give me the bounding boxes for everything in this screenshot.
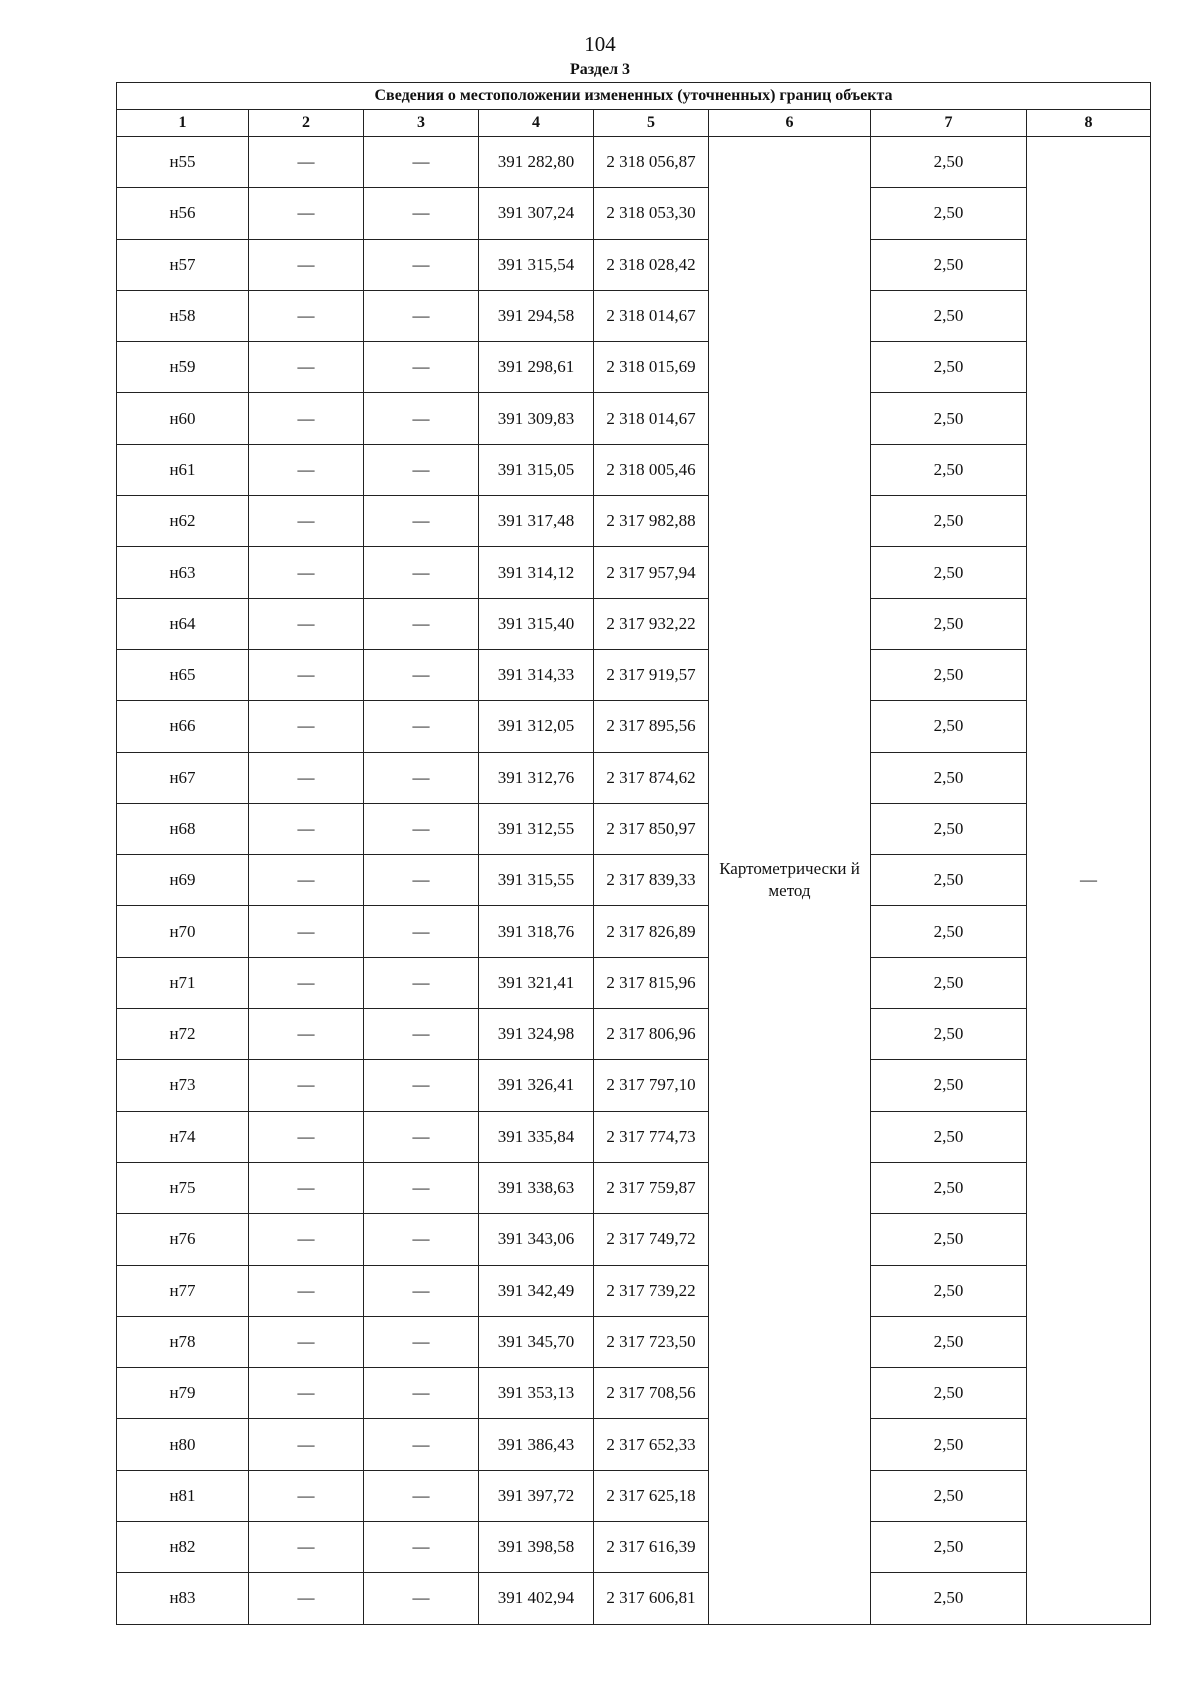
column-2-cell: — [249,803,364,854]
accuracy-cell: 2,50 [871,1162,1027,1213]
y-coordinate-cell: 2 318 014,67 [594,290,709,341]
y-coordinate-cell: 2 318 053,30 [594,188,709,239]
x-coordinate-cell: 391 312,55 [479,803,594,854]
column-2-cell: — [249,1522,364,1573]
column-3-cell: — [364,906,479,957]
column-2-cell: — [249,1470,364,1521]
point-number-cell: н64 [117,598,249,649]
column-3-cell: — [364,1060,479,1111]
accuracy-cell: 2,50 [871,290,1027,341]
table-row [117,239,1151,290]
column-2-cell: — [249,1162,364,1213]
point-number-cell: н72 [117,1009,249,1060]
column-2-cell: — [249,752,364,803]
y-coordinate-cell: 2 317 749,72 [594,1214,709,1265]
column-2-cell: — [249,444,364,495]
y-coordinate-cell: 2 317 957,94 [594,547,709,598]
y-coordinate-cell: 2 318 005,46 [594,444,709,495]
table-row [117,598,1151,649]
point-number-cell: н67 [117,752,249,803]
x-coordinate-cell: 391 326,41 [479,1060,594,1111]
accuracy-cell: 2,50 [871,547,1027,598]
accuracy-cell: 2,50 [871,906,1027,957]
column-3-cell: — [364,393,479,444]
x-coordinate-cell: 391 282,80 [479,137,594,188]
column-number-header: 3 [364,110,479,137]
y-coordinate-cell: 2 317 739,22 [594,1265,709,1316]
point-number-cell: н68 [117,803,249,854]
table-row [117,752,1151,803]
point-number-cell: н73 [117,1060,249,1111]
y-coordinate-cell: 2 317 625,18 [594,1470,709,1521]
y-coordinate-cell: 2 318 056,87 [594,137,709,188]
column-3-cell: — [364,1316,479,1367]
column-2-cell: — [249,137,364,188]
y-coordinate-cell: 2 317 774,73 [594,1111,709,1162]
column-3-cell: — [364,1111,479,1162]
table-row [117,137,1151,188]
accuracy-cell: 2,50 [871,649,1027,700]
y-coordinate-cell: 2 317 708,56 [594,1368,709,1419]
column-2-cell: — [249,1368,364,1419]
column-3-cell: — [364,752,479,803]
page-number: 104 [584,32,616,56]
table-caption: Сведения о местоположении измененных (уточненных) границ объекта [117,83,1151,110]
column-number-header: 6 [709,110,871,137]
column-2-cell: — [249,342,364,393]
accuracy-cell: 2,50 [871,1419,1027,1470]
point-number-cell: н59 [117,342,249,393]
table-row [117,1470,1151,1521]
table-body [117,137,1151,1625]
table-row [117,1522,1151,1573]
column-2-cell: — [249,855,364,906]
table-row [117,1060,1151,1111]
accuracy-cell: 2,50 [871,598,1027,649]
table-row [117,906,1151,957]
point-number-cell: н56 [117,188,249,239]
point-number-cell: н60 [117,393,249,444]
y-coordinate-cell: 2 317 874,62 [594,752,709,803]
column-2-cell: — [249,1009,364,1060]
x-coordinate-cell: 391 398,58 [479,1522,594,1573]
method-cell: Картометрически й метод [709,137,871,1625]
x-coordinate-cell: 391 312,76 [479,752,594,803]
column-2-cell: — [249,1419,364,1470]
point-number-cell: н70 [117,906,249,957]
column-3-cell: — [364,1419,479,1470]
table-row [117,1265,1151,1316]
point-number-cell: н83 [117,1573,249,1624]
y-coordinate-cell: 2 317 723,50 [594,1316,709,1367]
column-2-cell: — [249,906,364,957]
column-2-cell: — [249,188,364,239]
column-3-cell: — [364,957,479,1008]
column-3-cell: — [364,1368,479,1419]
y-coordinate-cell: 2 317 815,96 [594,957,709,1008]
accuracy-cell: 2,50 [871,188,1027,239]
accuracy-cell: 2,50 [871,1265,1027,1316]
column-2-cell: — [249,1060,364,1111]
point-number-cell: н66 [117,701,249,752]
table-row [117,547,1151,598]
column-3-cell: — [364,188,479,239]
table-row [117,342,1151,393]
y-coordinate-cell: 2 318 014,67 [594,393,709,444]
column-3-cell: — [364,1522,479,1573]
point-number-cell: н82 [117,1522,249,1573]
section-title: Раздел 3 [569,61,631,78]
column-2-cell: — [249,701,364,752]
column-2-cell: — [249,496,364,547]
accuracy-cell: 2,50 [871,1316,1027,1367]
accuracy-cell: 2,50 [871,444,1027,495]
accuracy-cell: 2,50 [871,752,1027,803]
table-row [117,1214,1151,1265]
column-2-cell: — [249,1111,364,1162]
point-number-cell: н58 [117,290,249,341]
x-coordinate-cell: 391 324,98 [479,1009,594,1060]
y-coordinate-cell: 2 317 616,39 [594,1522,709,1573]
accuracy-cell: 2,50 [871,855,1027,906]
x-coordinate-cell: 391 397,72 [479,1470,594,1521]
x-coordinate-cell: 391 335,84 [479,1111,594,1162]
column-3-cell: — [364,496,479,547]
x-coordinate-cell: 391 315,55 [479,855,594,906]
accuracy-cell: 2,50 [871,393,1027,444]
column-3-cell: — [364,598,479,649]
column-3-cell: — [364,701,479,752]
x-coordinate-cell: 391 353,13 [479,1368,594,1419]
column-number-header: 7 [871,110,1027,137]
y-coordinate-cell: 2 317 606,81 [594,1573,709,1624]
x-coordinate-cell: 391 402,94 [479,1573,594,1624]
table-row [117,290,1151,341]
table-row [117,1316,1151,1367]
point-number-cell: н76 [117,1214,249,1265]
x-coordinate-cell: 391 315,40 [479,598,594,649]
accuracy-cell: 2,50 [871,1573,1027,1624]
column-3-cell: — [364,290,479,341]
y-coordinate-cell: 2 317 895,56 [594,701,709,752]
table-row [117,649,1151,700]
accuracy-cell: 2,50 [871,701,1027,752]
point-number-cell: н57 [117,239,249,290]
point-number-cell: н74 [117,1111,249,1162]
table-row [117,1419,1151,1470]
point-number-cell: н61 [117,444,249,495]
accuracy-cell: 2,50 [871,1214,1027,1265]
x-coordinate-cell: 391 315,05 [479,444,594,495]
column-2-cell: — [249,649,364,700]
table-row [117,957,1151,1008]
column-2-cell: — [249,290,364,341]
point-number-cell: н79 [117,1368,249,1419]
boundary-coordinates-table [116,82,1151,1625]
column-2-cell: — [249,547,364,598]
x-coordinate-cell: 391 321,41 [479,957,594,1008]
column-3-cell: — [364,1009,479,1060]
accuracy-cell: 2,50 [871,1111,1027,1162]
table-row [117,1111,1151,1162]
column-3-cell: — [364,1470,479,1521]
column-3-cell: — [364,137,479,188]
table-row [117,701,1151,752]
point-number-cell: н77 [117,1265,249,1316]
table-row [117,496,1151,547]
y-coordinate-cell: 2 317 850,97 [594,803,709,854]
column-number-header: 1 [117,110,249,137]
table-row [117,855,1151,906]
table-row [117,1009,1151,1060]
column-number-header: 2 [249,110,364,137]
x-coordinate-cell: 391 314,12 [479,547,594,598]
y-coordinate-cell: 2 317 932,22 [594,598,709,649]
x-coordinate-cell: 391 314,33 [479,649,594,700]
table-row [117,1368,1151,1419]
column-8-cell: — [1027,137,1151,1625]
accuracy-cell: 2,50 [871,1060,1027,1111]
column-2-cell: — [249,1265,364,1316]
y-coordinate-cell: 2 318 028,42 [594,239,709,290]
column-3-cell: — [364,1214,479,1265]
column-number-header: 5 [594,110,709,137]
column-3-cell: — [364,855,479,906]
y-coordinate-cell: 2 317 919,57 [594,649,709,700]
x-coordinate-cell: 391 307,24 [479,188,594,239]
column-2-cell: — [249,239,364,290]
x-coordinate-cell: 391 312,05 [479,701,594,752]
accuracy-cell: 2,50 [871,137,1027,188]
accuracy-cell: 2,50 [871,1470,1027,1521]
column-3-cell: — [364,1573,479,1624]
y-coordinate-cell: 2 317 839,33 [594,855,709,906]
point-number-cell: н69 [117,855,249,906]
accuracy-cell: 2,50 [871,342,1027,393]
column-number-header: 8 [1027,110,1151,137]
column-3-cell: — [364,803,479,854]
accuracy-cell: 2,50 [871,239,1027,290]
table-row [117,188,1151,239]
point-number-cell: н80 [117,1419,249,1470]
accuracy-cell: 2,50 [871,1522,1027,1573]
y-coordinate-cell: 2 318 015,69 [594,342,709,393]
point-number-cell: н65 [117,649,249,700]
table-row [117,1573,1151,1624]
column-3-cell: — [364,649,479,700]
accuracy-cell: 2,50 [871,1009,1027,1060]
point-number-cell: н55 [117,137,249,188]
column-3-cell: — [364,342,479,393]
y-coordinate-cell: 2 317 759,87 [594,1162,709,1213]
point-number-cell: н81 [117,1470,249,1521]
table-row [117,803,1151,854]
x-coordinate-cell: 391 338,63 [479,1162,594,1213]
y-coordinate-cell: 2 317 652,33 [594,1419,709,1470]
x-coordinate-cell: 391 342,49 [479,1265,594,1316]
accuracy-cell: 2,50 [871,496,1027,547]
column-2-cell: — [249,598,364,649]
x-coordinate-cell: 391 294,58 [479,290,594,341]
y-coordinate-cell: 2 317 982,88 [594,496,709,547]
table-row [117,393,1151,444]
column-3-cell: — [364,1265,479,1316]
y-coordinate-cell: 2 317 797,10 [594,1060,709,1111]
point-number-cell: н71 [117,957,249,1008]
x-coordinate-cell: 391 345,70 [479,1316,594,1367]
column-2-cell: — [249,957,364,1008]
table-row [117,444,1151,495]
point-number-cell: н62 [117,496,249,547]
x-coordinate-cell: 391 317,48 [479,496,594,547]
accuracy-cell: 2,50 [871,803,1027,854]
x-coordinate-cell: 391 309,83 [479,393,594,444]
x-coordinate-cell: 391 298,61 [479,342,594,393]
point-number-cell: н75 [117,1162,249,1213]
column-2-cell: — [249,1214,364,1265]
x-coordinate-cell: 391 315,54 [479,239,594,290]
column-3-cell: — [364,1162,479,1213]
table-row [117,1162,1151,1213]
column-3-cell: — [364,239,479,290]
x-coordinate-cell: 391 318,76 [479,906,594,957]
x-coordinate-cell: 391 343,06 [479,1214,594,1265]
column-2-cell: — [249,1573,364,1624]
column-3-cell: — [364,444,479,495]
column-2-cell: — [249,1316,364,1367]
point-number-cell: н63 [117,547,249,598]
x-coordinate-cell: 391 386,43 [479,1419,594,1470]
accuracy-cell: 2,50 [871,957,1027,1008]
y-coordinate-cell: 2 317 826,89 [594,906,709,957]
column-number-header: 4 [479,110,594,137]
accuracy-cell: 2,50 [871,1368,1027,1419]
column-3-cell: — [364,547,479,598]
column-2-cell: — [249,393,364,444]
point-number-cell: н78 [117,1316,249,1367]
y-coordinate-cell: 2 317 806,96 [594,1009,709,1060]
column-numbers-row [117,110,1151,137]
